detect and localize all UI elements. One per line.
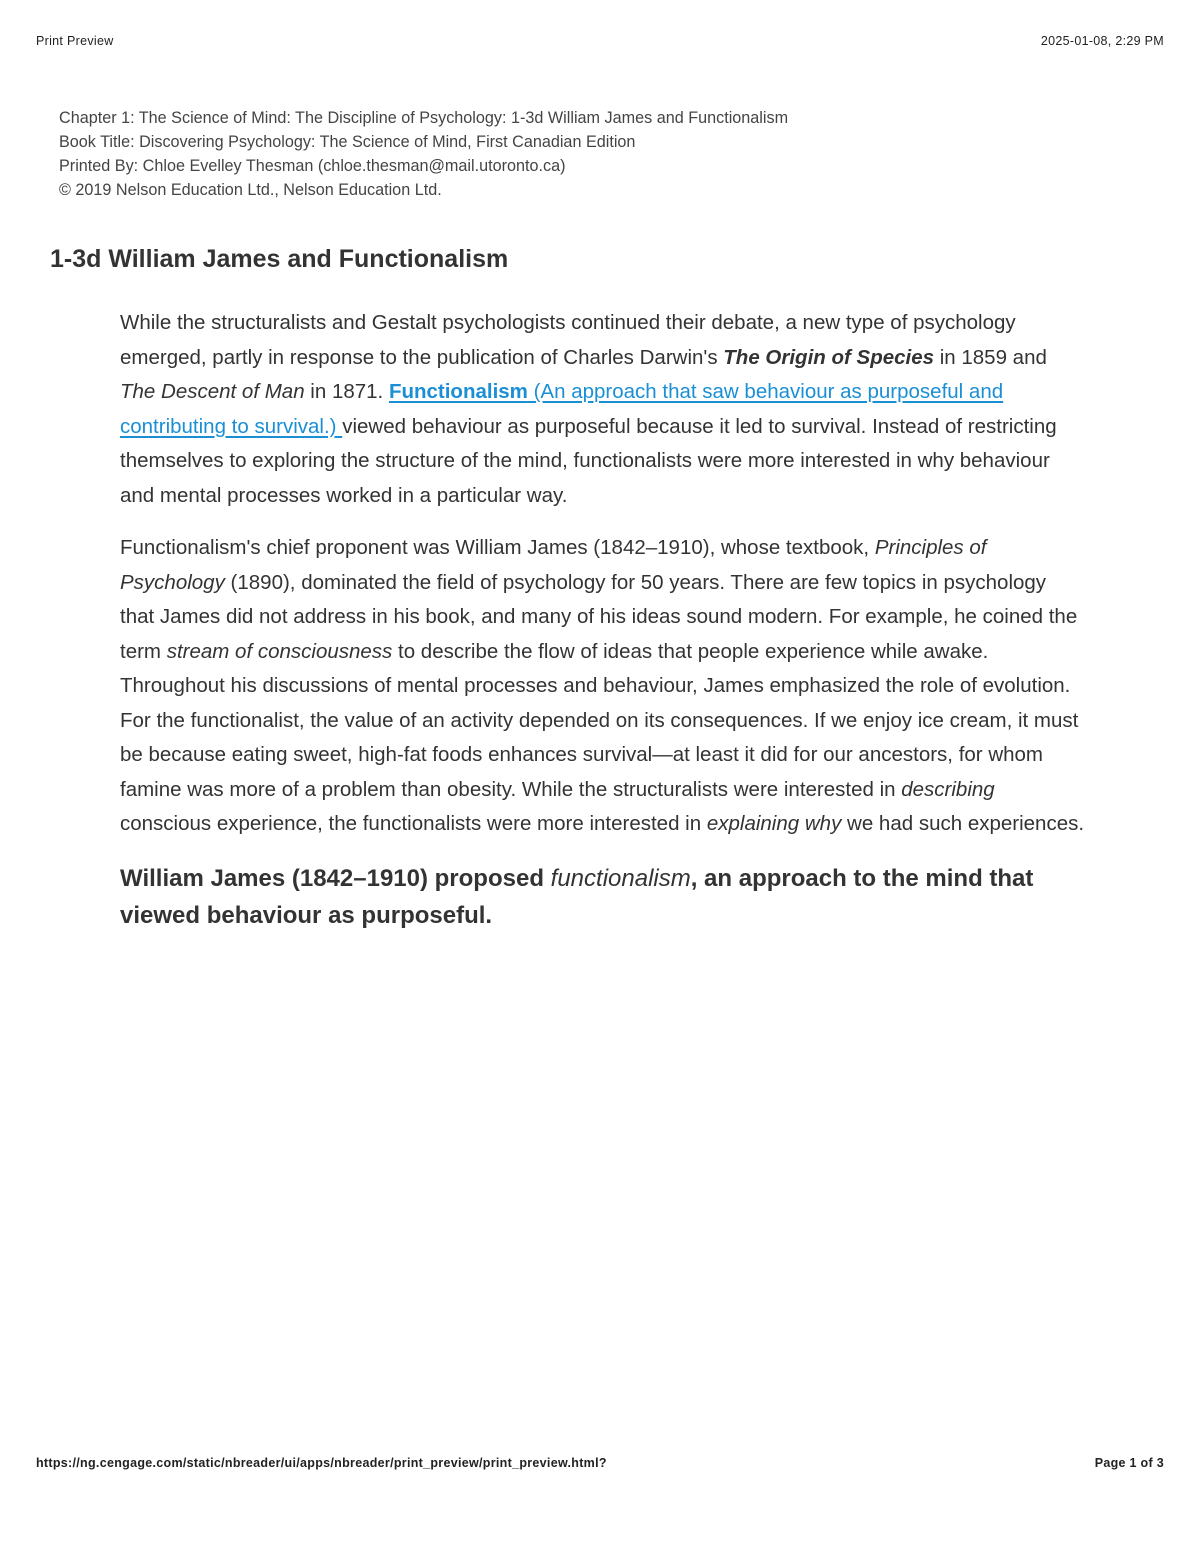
para2-text-1: Functionalism's chief proponent was William James (1842–1910), whose textbook,	[120, 536, 875, 559]
book-title-origin-of-species: The Origin of Species	[723, 345, 935, 369]
caption-text-2: , an approach to the mind that viewed behaviour as purposeful.	[120, 864, 1034, 929]
print-preview-title: Print Preview	[36, 34, 114, 48]
para1-text-4: viewed behaviour as purposeful because it led to survival. Instead of restricting themselves to exploring the structure of the mind, functionalists were more interested in why behaviour and mental processes worked in a particular way.	[120, 414, 1057, 507]
section-body	[120, 306, 1085, 934]
term-stream-of-consciousness: stream of consciousness	[166, 639, 393, 663]
copyright-line: © 2019 Nelson Education Ltd., Nelson Education Ltd.	[59, 181, 442, 199]
figure-caption	[120, 860, 1085, 934]
page-url: https://ng.cengage.com/static/nbreader/ui/apps/nbreader/print_preview/print_preview.html?	[36, 1456, 607, 1470]
print-timestamp: 2025-01-08, 2:29 PM	[1040, 34, 1164, 48]
page-number: Page 1 of 3	[1094, 1456, 1164, 1470]
caption-emphasis: functionalism	[550, 864, 691, 892]
document-metadata	[59, 106, 788, 202]
caption-text-1: William James (1842–1910) proposed	[120, 864, 551, 892]
book-title-principles-of-psychology: Principles of Psychology	[120, 536, 987, 594]
para2-text-3: to describe the flow of ideas that people experience while awake. Throughout his discussions of mental processes and behaviour, James emphasized the role of evolution. For the functionalist, the value of an activity depended on its consequences. If we enjoy ice cream, it must be because eating sweet, high-fat foods enhances survival—at least it did for our ancestors, for whom famine was more of a problem than obesity. While the structuralists were interested in	[120, 639, 1079, 801]
chapter-line: Chapter 1: The Science of Mind: The Discipline of Psychology: 1-3d William James and Functionalism	[59, 109, 789, 127]
para1-text-3: in 1871.	[304, 380, 389, 403]
emphasis-explaining-why: explaining why	[706, 812, 842, 835]
print-footer	[36, 1456, 1164, 1470]
print-header	[36, 34, 1164, 48]
paragraph-2	[120, 531, 1085, 842]
para2-text-4: conscious experience, the functionalists were more interested in	[120, 812, 707, 835]
glossary-definition: (An approach that saw behaviour as purposeful and contributing to survival.)	[120, 380, 1004, 438]
book-title-descent-of-man: The Descent of Man	[120, 380, 305, 403]
glossary-term: Functionalism	[388, 380, 528, 403]
book-title-line: Book Title: Discovering Psychology: The Science of Mind, First Canadian Edition	[59, 133, 636, 151]
para2-text-2: (1890), dominated the field of psychology for 50 years. There are few topics in psychology that James did not address in his book, and many of his ideas sound modern. For example, he coined the term	[120, 570, 1078, 663]
para1-text-2: in 1859 and	[934, 345, 1047, 369]
paragraph-1	[120, 306, 1085, 513]
para2-text-5: we had such experiences.	[841, 812, 1085, 835]
para1-text-1: While the structuralists and Gestalt psychologists continued their debate, a new type of psychology emerged, partly in response to the publication of Charles Darwin's	[120, 311, 1016, 369]
section-title: 1-3d William James and Functionalism	[50, 245, 509, 273]
printed-by-line: Printed By: Chloe Evelley Thesman (chloe.thesman@mail.utoronto.ca)	[59, 157, 566, 175]
emphasis-describing: describing	[901, 777, 995, 801]
